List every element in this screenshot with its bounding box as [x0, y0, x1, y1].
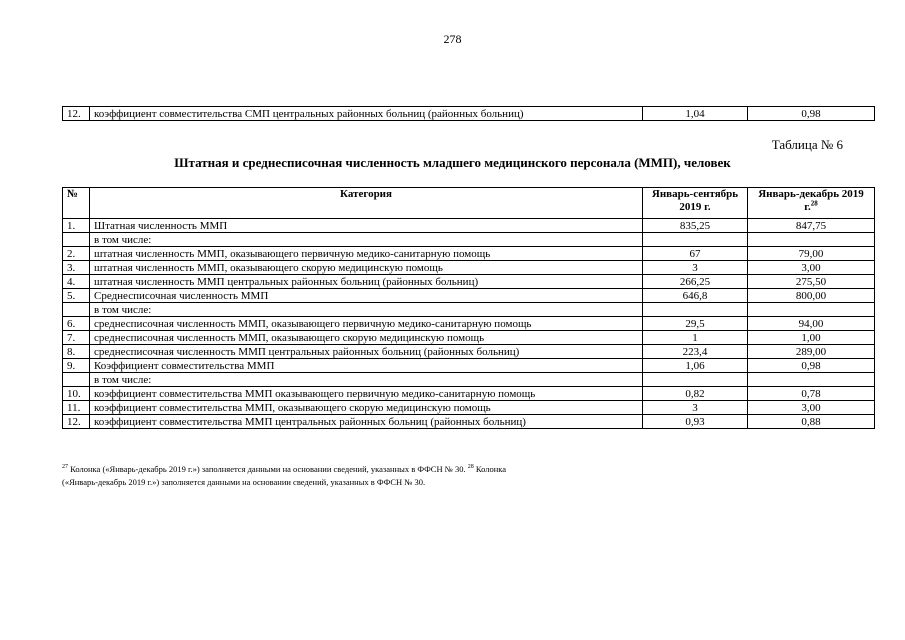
footnotes [62, 463, 542, 489]
row-value-jan-sep: 646,8 [643, 289, 748, 303]
row-number: 2. [63, 247, 90, 261]
row-category: в том числе: [90, 303, 643, 317]
header-number: № [63, 188, 90, 219]
row-value-jan-sep: 0,93 [643, 415, 748, 429]
row-value-jan-dec: 94,00 [748, 317, 875, 331]
table-row [63, 289, 875, 303]
row-category: коэффициент совместительства ММП оказывающего первичную медико-санитарную помощь [90, 387, 643, 401]
row-value-jan-dec: 0,88 [748, 415, 875, 429]
row-value-jan-dec: 0,98 [748, 107, 875, 121]
row-category: Среднесписочная численность ММП [90, 289, 643, 303]
row-value-jan-dec: 800,00 [748, 289, 875, 303]
footnote-28-text: Колонка («Январь-декабрь 2019 г.») заполняется данными на основании сведений, указанных в ФФСН № 30. [62, 464, 507, 487]
row-category: штатная численность ММП, оказывающего первичную медико-санитарную помощь [90, 247, 643, 261]
table-body [63, 219, 875, 429]
row-number: 12. [63, 107, 90, 121]
table-header-row [63, 188, 875, 219]
row-category: в том числе: [90, 373, 643, 387]
table-row [63, 107, 875, 121]
row-value-jan-sep: 223,4 [643, 345, 748, 359]
row-value-jan-dec [748, 373, 875, 387]
table-row [63, 317, 875, 331]
row-value-jan-dec: 1,00 [748, 331, 875, 345]
row-number: 6. [63, 317, 90, 331]
row-value-jan-dec: 79,00 [748, 247, 875, 261]
row-value-jan-dec: 0,98 [748, 359, 875, 373]
row-number: 3. [63, 261, 90, 275]
row-number: 12. [63, 415, 90, 429]
row-number: 4. [63, 275, 90, 289]
row-value-jan-sep: 3 [643, 261, 748, 275]
row-value-jan-dec: 289,00 [748, 345, 875, 359]
row-value-jan-sep: 29,5 [643, 317, 748, 331]
row-number: 1. [63, 219, 90, 233]
row-value-jan-sep: 1 [643, 331, 748, 345]
row-value-jan-dec: 3,00 [748, 261, 875, 275]
row-category: Штатная численность ММП [90, 219, 643, 233]
header-jan-dec [748, 188, 875, 219]
row-category: штатная численность ММП центральных районных больниц (районных больниц) [90, 275, 643, 289]
row-value-jan-sep: 266,25 [643, 275, 748, 289]
table-row [63, 387, 875, 401]
table-row [63, 219, 875, 233]
footnote-27-marker: 27 [62, 464, 68, 471]
row-value-jan-dec [748, 303, 875, 317]
row-number: 5. [63, 289, 90, 303]
table-row [63, 373, 875, 387]
row-value-jan-sep: 67 [643, 247, 748, 261]
footnote-28-marker: 28 [467, 464, 474, 471]
row-value-jan-dec: 3,00 [748, 401, 875, 415]
row-value-jan-sep: 3 [643, 401, 748, 415]
table-row [63, 233, 875, 247]
table-row [63, 275, 875, 289]
header-jan-sep: Январь-сентябрь 2019 г. [643, 188, 748, 219]
row-number [63, 373, 90, 387]
row-value-jan-dec: 847,75 [748, 219, 875, 233]
footnote-27-text: Колонка («Январь-декабрь 2019 г.») заполняется данными на основании сведений, указанных в ФФСН № 30. [68, 464, 466, 474]
row-number: 9. [63, 359, 90, 373]
row-category: коэффициент совместительства ММП центральных районных больниц (районных больниц) [90, 415, 643, 429]
row-value-jan-dec: 275,50 [748, 275, 875, 289]
row-value-jan-dec [748, 233, 875, 247]
table-row [63, 359, 875, 373]
header-jan-dec-label: Январь-декабрь 2019 г. [758, 188, 864, 213]
row-value-jan-sep: 0,82 [643, 387, 748, 401]
table-row [63, 303, 875, 317]
row-number: 7. [63, 331, 90, 345]
row-category: коэффициент совместительства СМП центральных районных больниц (районных больниц) [90, 107, 643, 121]
row-value-jan-dec: 0,78 [748, 387, 875, 401]
footnote-ref-28: 28 [810, 199, 818, 208]
row-category: среднесписочная численность ММП, оказывающего первичную медико-санитарную помощь [90, 317, 643, 331]
row-value-jan-sep [643, 303, 748, 317]
row-category: среднесписочная численность ММП центральных районных больниц (районных больниц) [90, 345, 643, 359]
table-row [63, 345, 875, 359]
row-number [63, 303, 90, 317]
header-category: Категория [90, 188, 643, 219]
table-row [63, 415, 875, 429]
table-row [63, 247, 875, 261]
table-row [63, 331, 875, 345]
row-category: коэффициент совместительства ММП, оказывающего скорую медицинскую помощь [90, 401, 643, 415]
row-category: в том числе: [90, 233, 643, 247]
table-label: Таблица № 6 [771, 137, 843, 152]
row-category: штатная численность ММП, оказывающего скорую медицинскую помощь [90, 261, 643, 275]
table-row [63, 401, 875, 415]
row-category: среднесписочная численность ММП, оказывающего скорую медицинскую помощь [90, 331, 643, 345]
table-row [63, 261, 875, 275]
row-value-jan-sep [643, 233, 748, 247]
row-number: 11. [63, 401, 90, 415]
row-value-jan-sep: 1,04 [643, 107, 748, 121]
row-value-jan-sep [643, 373, 748, 387]
row-number: 8. [63, 345, 90, 359]
previous-table-fragment [62, 106, 875, 121]
row-category: Коэффициент совместительства ММП [90, 359, 643, 373]
staff-table [62, 187, 875, 429]
row-value-jan-sep: 835,25 [643, 219, 748, 233]
row-number: 10. [63, 387, 90, 401]
row-value-jan-sep: 1,06 [643, 359, 748, 373]
page-number: 278 [443, 32, 462, 46]
row-number [63, 233, 90, 247]
table-title: Штатная и среднесписочная численность младшего медицинского персонала (ММП), человек [174, 155, 731, 170]
